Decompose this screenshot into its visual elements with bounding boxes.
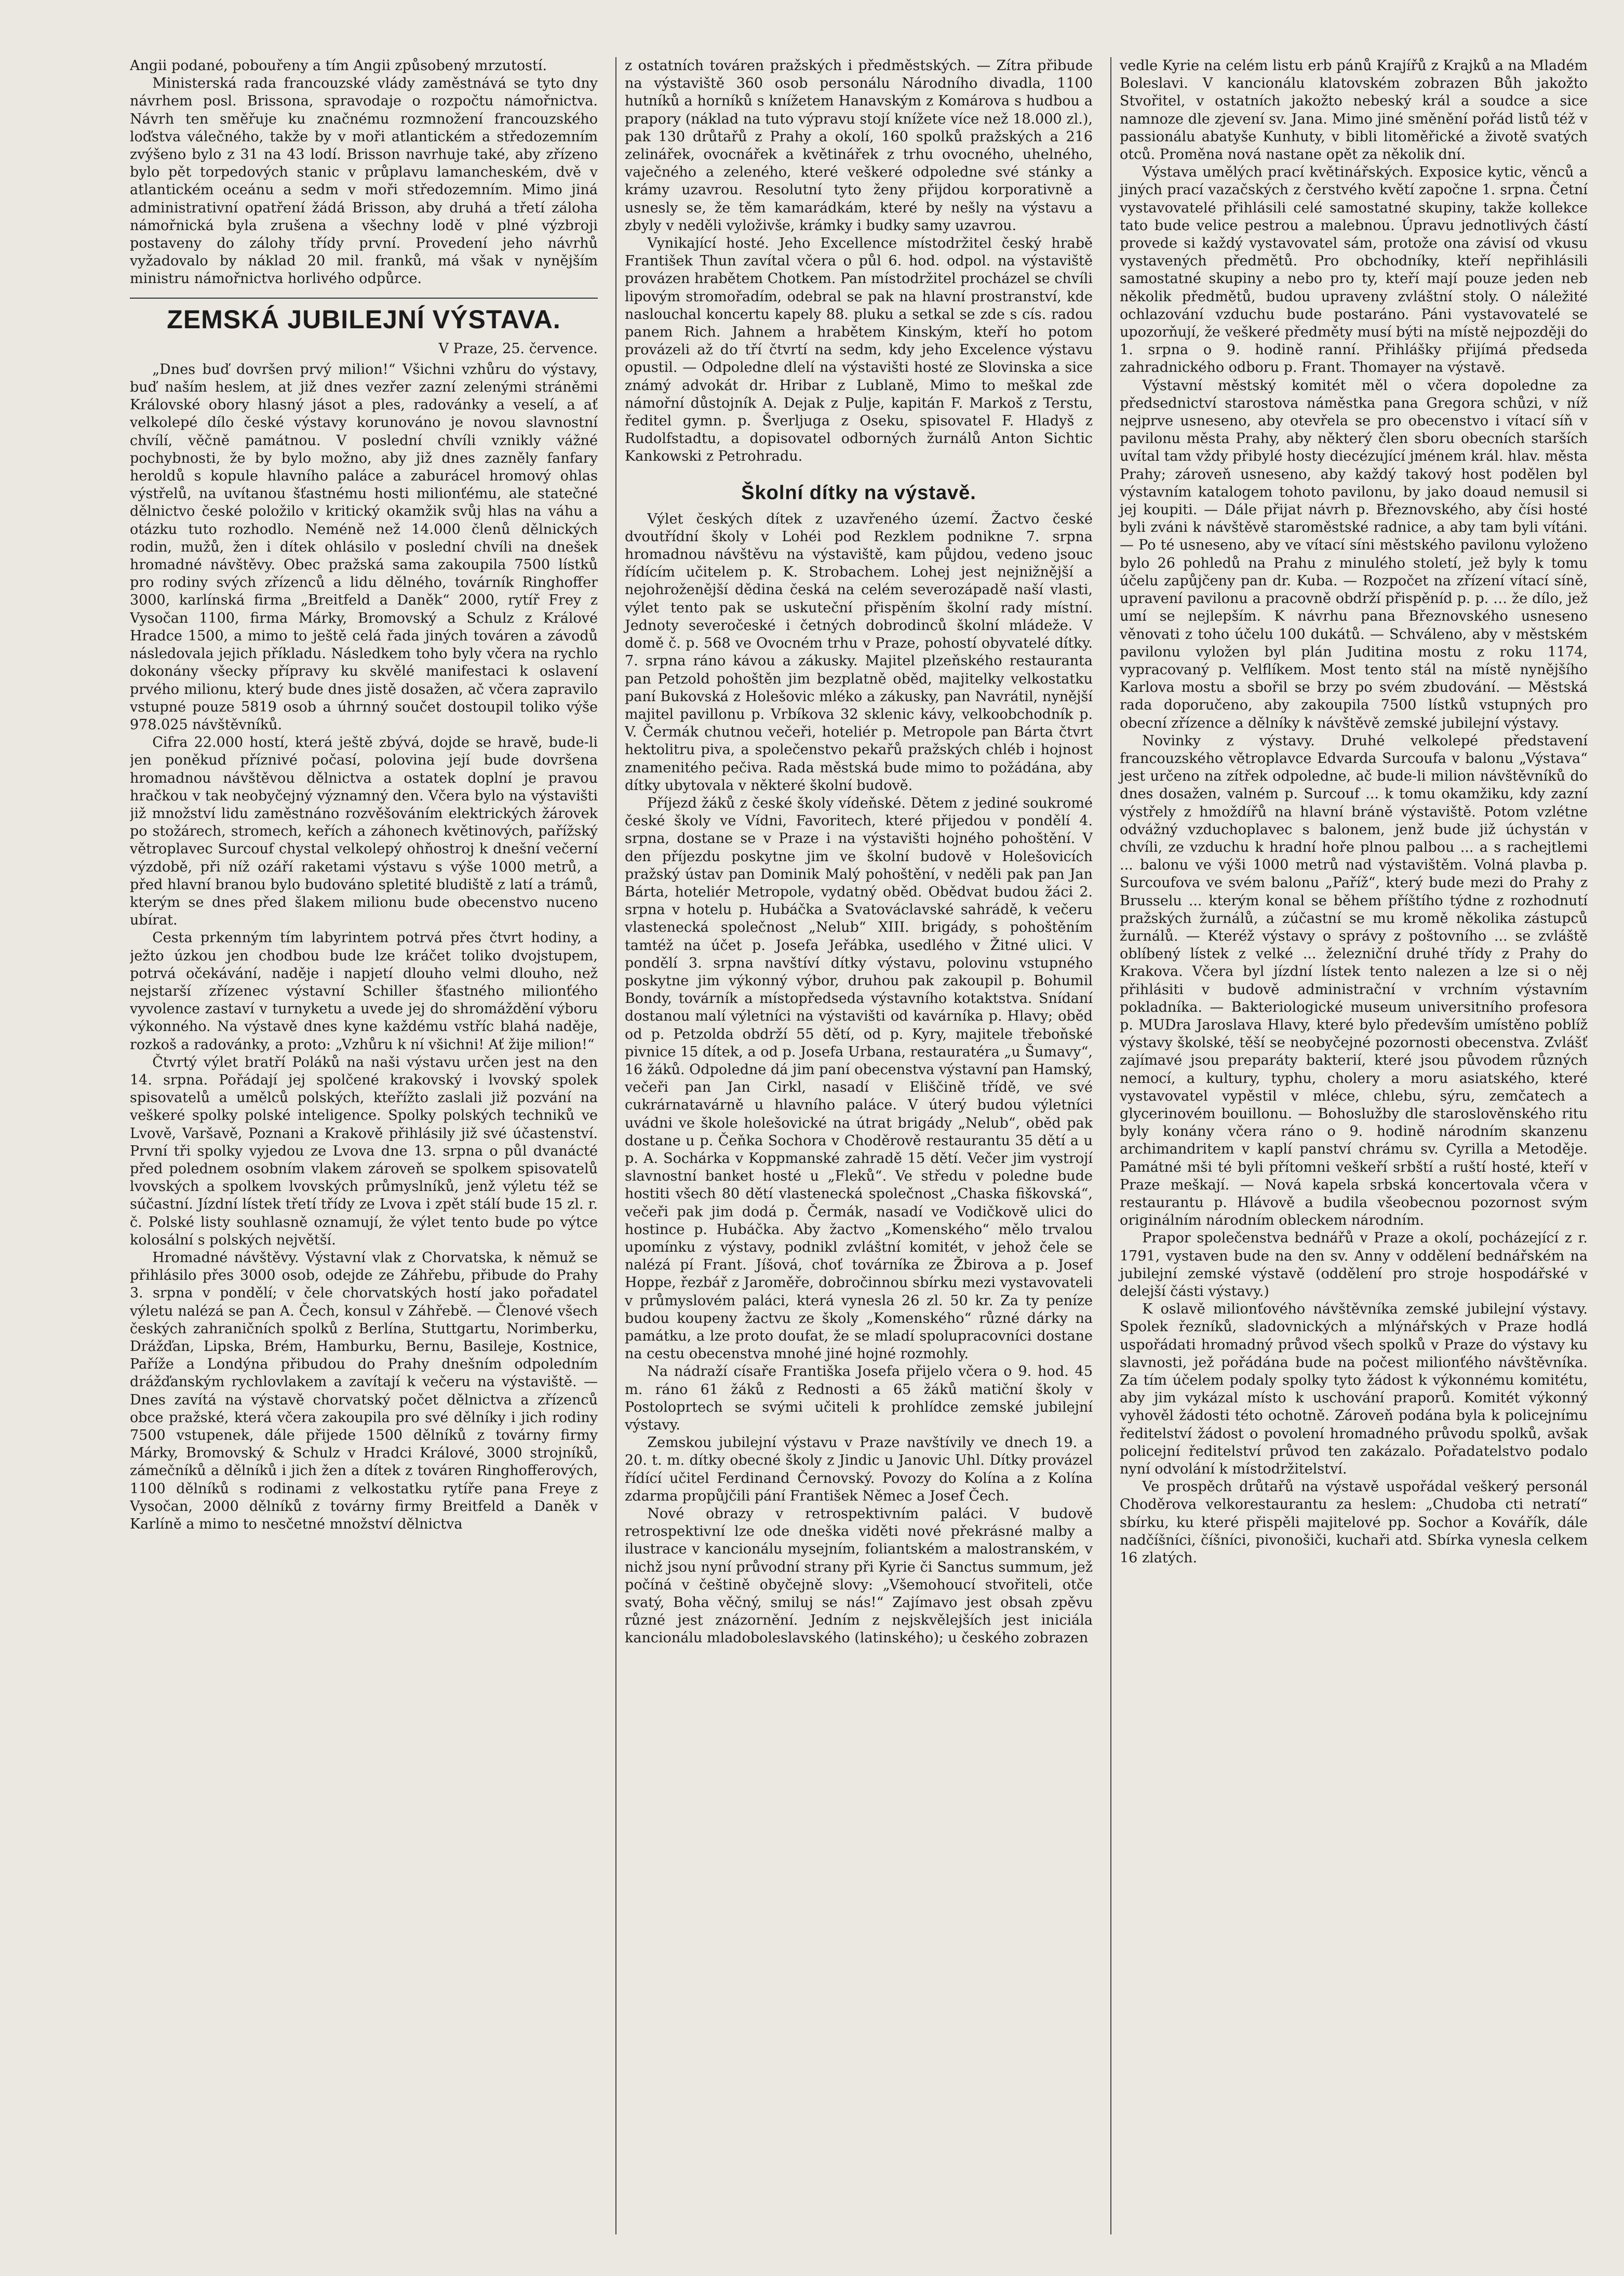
paragraph: K oslavě milionťového návštěvníka zemské jubilejní výstavy. Spolek řezníků, sladovnických a mlýnářských v Praze hodlá uspořádati hromadný průvod všech spolků v Praze do výstavy ku slavnosti, jež pořádána bude na počest milionťého návštěvníka. Za tím účelem podaly spolky tyto žádost k výkonnému komitétu, aby jim vykázal místo k uschování praporů. Komitét výkonný vyhověl žádosti této ochotně. Zároveň podána byla k policejnímu ředitelství žádost o povolení hromadného průvodu spolků, avšak policejní ředitelství průvod ten zakázalo. Pořadatelstvo podalo nyní odvolání k místodržitelství. xyxy=(1120,1301,1588,1478)
text-columns xyxy=(130,57,1588,2234)
section-paragraph: Hromadné návštěvy. Výstavní vlak z Chorvatska, k němuž se přihlásilo přes 3000 osob, odejde ze Záhřebu, přibude do Prahy 3. srpna v pondělí; v čele chorvatských hostí jako pořadatel výletu nalézá se pan A. Čech, konsul v Záhřebě. — Členové všech českých zahraničních spolků z Berlína, Stuttgartu, Norimberku, Drážďan, Lipska, Brém, Hamburku, Bernu, Basileje, Kostnice, Paříže a Londýna přibudou do Prahy dnešním odpoledním drážďanským rychlovlakem a zavítají k večeru na výstaviště. — Dnes zavítá na výstavě chorvatský počet dělnictva a zřízenců obce pražské, která včera zakoupila pro své dělníky i jich rodiny 7500 vstupenek, dále přijede 1500 dělníků z továrny firmy Márky, Bromovský & Schulz v Hradci Králové, 3000 strojníků, zámečníků a dělníků i jich žen a dítek z továren Ringhofferových, 1100 dělníků s rodinami z velkostatku rytíře pana Freye z Vysočan, 2000 dělníků z továrny firmy Breitfeld a Daněk v Karlíně a mimo to nesčetné množství dělnictva xyxy=(130,1250,598,1533)
paragraph: z ostatních továren pražských i předměstských. — Zítra přibude na výstaviště 360 osob personálu Národního divadla, 1100 hutníků a horníků s knížetem Hanavským z Komárova s hudbou a prapory (náklad na tuto výpravu stojí knížete více než 18.000 zl.), pak 130 drůtařů z Prahy a okolí, 160 spolků pražských a 216 zelinářek, ovocnářek a květinářek z trhu ovocného, uhelného, vaječného a zeleného, které veškeré odpoledne své stánky a krámy uzavrou. Resolutní tyto ženy přijdou korporativně a usnesly se, že těm kamarádkám, které by nešly na výstavu a zbyly v neděli vyloživše, krámky i budky samy uzavrou. xyxy=(625,58,1093,234)
section-title: ZEMSKÁ JUBILEJNÍ VÝSTAVA. xyxy=(130,298,598,335)
section-paragraph: Zemskou jubilejní výstavu v Praze navštívily ve dnech 19. a 20. t. m. dítky obecné školy z Jindic u Janovic Uhl. Dítky provázel řídící učitel Ferdinand Černovský. Povozy do Kolína a z Kolína zdarma propůjčili pání František Němec a Josef Čech. xyxy=(625,1435,1093,1504)
paragraph: Vynikající hosté. Jeho Excellence místodržitel český hrabě František Thun zavítal včera o půl 6. hod. odpol. na výstaviště provázen hrabětem Chotkem. Pan místodržitel procházel se chvíli lipovým stromořadím, odebral se pak na hlavní prostranství, kde naslouchal koncertu kapely 88. pluku a setkal se zde s cís. radou panem Rich. Jahnem a hrabětem Kinským, kteří ho potom provázeli až do tří čtvrtí na sedm, kdy jeho Excelence výstavu opustil. — Odpoledne dlelí na výstavišti hosté ze Slovinska a sice známý advokát dr. Hribar z Lublaně, Mimo to meškal zde námořní důstojník A. Dejak z Pulje, kapitán F. Markoš z Terstu, ředitel gymn. p. Šverljuga z Oseku, spisovatel F. Hladyš z Rudolfstadtu, a dopisovatel odborných žurnálů Anton Sichtic Kankowski z Petrohradu. xyxy=(625,235,1093,465)
section-paragraph: „Dnes buď dovršen prvý milion!“ Všichni vzhůru do výstavy, buď naším heslem, at již dnes vezřer zazní zelenými stráněmi Královské obory hlasný jásot a ples, radovánky a veselí, a ať velkolepé dílo české výstavy korunováno je novou slavnostní chvílí, věčně památnou. V poslední chvíli vznikly vážné pochybnosti, že by bylo možno, aby již dnes zazněly fanfary heroldů s kopule hlavního paláce a zaburácel hromový ohlas výstřelů, na uvítanou šťastnému hosti milionťému, ale statečné dělnictvo české položilo v kritický okamžik svůj hlas na váhu a otázku tuto rozhodlo. Neméně než 14.000 členů dělnických rodin, mužů, žen i dítek ohlásilo v poslední chvíli na dnešek hromadné návštěvy. Obec pražská sama zakoupila 7500 lístků pro rodiny svých zřízenců a lidu dělného, továrník Ringhoffer 3000, karlínská firma „Breitfeld a Daněk“ 2000, rytíř Frey z Vysočan 1100, firma Márky, Bromovský a Schulz z Králové Hradce 1500, a mimo to ještě celá řada jiných továren a závodů následovala jejich příkladu. Následkem toho byly včera na rychlo dokonány všecky přípravy ku skvělé manifestaci k oslavení prvého milionu, který bude dnes jistě dosažen, ač včera zapravilo vstupné pouze 5819 osob a úhrnný součet dostoupil toliko výše 978.025 návštěvníků. xyxy=(130,361,598,733)
paragraph: Novinky z výstavy. Druhé velkolepé představení francouzského větroplavce Edvarda Surcoufa v balonu „Výstava“ jest určeno na zítřek odpoledne, ač bude-li milion návštěvníků do dnes dosažen, valném p. Surcouf ... k tomu okamžiku, kdy zazní výstřely z hmoždířů na hlavní bráně výstaviště. Potom vzlétne odvážný vzduchoplavec s balonem, jenž bude již úchystán v chvíli, ze vzduchu k hradní hoře plnou palbou ... a s rachejtlemi ... balonu ve výši 1000 metrů nad výstavištěm. Volná plavba p. Surcoufova ve svém balonu „Paříž“, který bude mezi do Prahy z Brusselu ... kterým konal se během příštího týdne z rozhodnutí pražských žurnálů, a zúčastní se mu kromě několika zástupců žurnálů. — Kteréž výstavy o správy z poštovního ... se zvláště oblíbený lístek z velké ... železniční druhé třídy z Prahy do Krakova. Včera byl jízdní lístek tento nalezen a lze si o něj přihlásiti v budově administrační v vrchním výstavním pokladníka. — Bakteriologické museum universitního profesora p. MUDra Jaroslava Hlavy, které bylo především umístěno poblíž výstavy školské, těší se neobyčejné pozornosti obecenstva. Zvlášť zajímavé jsou preparáty bakterií, které jsou původem různých nemocí, a kultury, typhu, cholery a moru asiatského, které vystavovatel vypěstil v mléce, chlebu, sýru, zemčatech a glycerinovém bouillonu. — Bohoslužby dle staroslověnského ritu byly konány včera ráno o 9. hodině národním skanzenu archimandritem v kaplí panství chrámu sv. Cyrilla a Metoděje. Památné mši té byli přítomni veškeří srbští a ruští hosté, kteří v Praze meškají. — Nová kapela srbská koncertovala včera v restaurantu p. Hlávově a budila všeobecnou pozornost svým originálním národním obleckem národním. xyxy=(1120,732,1588,1229)
column-2 xyxy=(615,57,1093,2234)
section-paragraph: Cifra 22.000 hostí, která ještě zbývá, dojde se hravě, bude-li jen poněkud příznivé počasí, polovina její bude dovršena hromadnou návštěvou dělnictva a ostatek doplní je pravou hračkou v tak neobyčejný významný den. Včera bylo na výstavišti již množství lidu zaměstnáno rozvěšováním elektrických žárovek po stožárech, stromech, keřích a záhonech květinových, pařížský větroplavec Surcouf chystal velkolepý ohňostroj k dnešní večerní výzdobě, při níž ozáří raketami výstavu s výše 1000 metrů, a před hlavní branou bylo budováno spletité bludiště z latí a trámů, kterým se dnes před šlakem milionu bude obecenstvo nuceno ubírat. xyxy=(130,734,598,929)
column-1 xyxy=(130,57,598,2234)
paragraph: Angii podané, pobouřeny a tím Angii způsobený mrzutostí. xyxy=(130,58,547,74)
column-3 xyxy=(1110,57,1588,2234)
paragraph: Ministerská rada francouzské vlády zaměstnává se tyto dny návrhem posl. Brissona, spravodaje o rozpočtu námořnictva. Návrh ten směřuje ku značnému rozmnožení francouzského loďstva válečného, takže by v moři atlantickém a středozemním zvýšeno bylo z 31 na 43 lodí. Brisson navrhuje také, aby zřízeno bylo pět torpedových stanic v průplavu lamancheském, dvě v atlantickém oceánu a sedm v moři středozemním. Mimo jiná administrativní opatření žádá Brisson, aby druhá a třetí záloha námořnická byla zrušena a všechny lodě v plné výzbroji postaveny do zálohy třídy první. Provedení jeho návrhů vyžadovalo by náklad 20 mil. franků, má však v nynějším ministru námořnictva horlivého odpůrce. xyxy=(130,75,598,287)
section-paragraph: Příjezd žáků z české školy vídeňské. Dětem z jediné soukromé české školy ve Vídni, Favoritech, které přijedou v pondělí 4. srpna, dostane se v Praze i na výstavišti hojného pohoštění. V den příjezdu poskytne jim ve školní budově v Holešovicích pražský ústav pan Dominik Malý pohoštění, v neděli pak pan Jan Bárta, hoteliér Metropole, vydatný oběd. Obědvat budou žáci 2. srpna v hotelu p. Hubáčka a Svatováclavské sahrádě, k večeru vlastenecká společnost „Nelub“ XIII. brigády, s pohoštěním tamtéž na účet p. Josefa Jeřábka, usedlého v Žitné ulici. V pondělí 3. srpna navštíví dítky výstavu, polovinu vstupného poskytne jim výkonný výbor, druhou pak zakoupil p. Bohumil Bondy, továrník a místopředseda výstavního kotaktstva. Snídaní dostanou malí výletníci na výstavišti od kavárníka p. Hlavy; oběd od p. Petzolda obdrží 55 dětí, od p. Kyry, majitele třeboňské pivnice 15 dítek, a od p. Josefa Urbana, restauratéra „u Šumavy“, 16 žáků. Odpoledne dá jim paní obecenstva výstavní pan Hamský, večeři pan Jan Cirkl, nasadí v Eliščině třídě, ve své cukrárnatavárně u hlavního paláce. V úterý budou výletníci uvádni ve škole holešovické na útrat brigády „Nelub“, oběd pak dostane u p. Čeňka Sochora v Choděrově restaurantu 35 dětí a u p. A. Sochárka v Koppmanské zahradě 15 dětí. Večer jim vystrojí slavnostní banket hosté u „Fleků“. Ve středu v poledne bude hostiti všech 80 dětí vlastenecká společnost „Chaska fiškovská“, večeři pak jim dodá p. Čermák, nasadí ve Vodičkově ulici do hostince p. Hubáčka. Aby žactvo „Komenského“ mělo trvalou upomínku z výstavy, podnikl zvláštní komitét, v jehož čele se nalézá pí Frant. Jíšová, choť továrníka ze Žbirova a p. Josef Hoppe, řezbář z Jaroměře, dobročinnou sbírku mezi vystavovateli v průmyslovém paláci, která vynesla 26 zl. 50 kr. Za ty peníze budou koupeny žactvu ze školy „Komenského“ různé dárky na památku, a lze proto doufat, že se mladí spolupracovníci dostane na cestu obecenstva mnohé jiné hojné rozmohly. xyxy=(625,795,1093,1362)
section-paragraph: Čtvrtý výlet bratří Poláků na naši výstavu určen jest na den 14. srpna. Pořádají jej spolčené krakovský i lvovský spolek spisovatelů a umělců polských, kteřížto zaslali již pozvání na veškeré spolky polské inteligence. Spolky polských techniků ve Lvově, Varšavě, Poznani a Krakově přihlásily již své účastenství. První tři spolky vyjedou ze Lvova dne 13. srpna o půl dvanácté před polednem osobním vlakem zároveň se spolkem spisovatelů lvovských a spolkem lvovských průmyslníků, jenž výletu též se súčastní. Jízdní lístek třetí třídy ze Lvova i zpět stálí bude 15 zl. r. č. Polské listy souhlasně oznamují, že výlet tento bude po výtce kolosální s polských největší. xyxy=(130,1054,598,1248)
dateline: V Praze, 25. července. xyxy=(438,340,598,357)
section-title: Školní dítky na výstavě. xyxy=(741,481,976,504)
section-paragraph: Nové obrazy v retrospektivním paláci. V budově retrospektivní lze ode dneška viděti nové překrásné malby a ilustrace v kancionálu mysejním, foliantském a malostranském, v nichž jsou nyní průvodní strany při Kyrie či Sanctus summum, jež počíná v češtině obyčejně slovy: „Všemohoucí stvořiteli, otče svatý, Boha věčný, smiluj se nás!“ Zajímavo jest obsah zpěvu různé jest znázornění. Jedním z nejskvělejších jest iniciála kancionálu mladoboleslavského (latinského); u českého zobrazen xyxy=(625,1506,1093,1646)
paragraph: Výstava umělých prací květinářských. Exposice kytic, věnců a jiných prací vazačských z čerstvého květí započne 1. srpna. Četní vystavovatelé přihlásili celé samostatné skupiny, takže kollekce tato bude velice pestrou a malebnou. Úpravu jednotlivých částí provede si každý vystavovatel sám, protože ona závisí od vkusu vystavených předmětů. Pro obchodníky, kteří nepřihlásili samostatné skupiny a nebo pro ty, kteří mají pouze jeden neb několik předmětů, budou upraveny zvláštní stoly. O náležité ochlazování vzduchu bude postaráno. Páni vystavovatelé se upozorňují, že veškeré předměty musí býti na místě nejpozději do 1. srpna o 9. hodině ranní. Přihlášky přijímá předseda zahradnického odboru p. Frant. Thomayer na výstavě. xyxy=(1120,164,1588,376)
paragraph: Prapor společenstva bednářů v Praze a okolí, pocházející z r. 1791, vystaven bude na den sv. Anny v oddělení bednářském na jubilejní zemské výstavě (oddělení pro stroje hospodářské v delejší části výstavy.) xyxy=(1120,1230,1588,1300)
paragraph: Ve prospěch drůtařů na výstavě uspořádal veškerý personál Choděrova velkorestaurantu za heslem: „Chudoba cti netratí“ sbírku, ku které přispěli majitelové pp. Sochor a Kovářík, dále nadčíšníci, číšníci, pivonošiči, kuchaři atd. Sbírka vynesla celkem 16 zlatých. xyxy=(1120,1479,1588,1567)
section-paragraph: Výlet českých dítek z uzavřeného území. Žactvo české dvoutřídní školy v Lohéi pod Rezklem podnikne 7. srpna hromadnou návštěvu na výstaviště, kam půjdou, vedeno jsouc řídícím učitelem p. K. Strobachem. Lohej jest nejnižnější a nejohroženější dědina česká na celém severozápadě naší vlasti, výlet tento pak se uskuteční přispěním školní rady místní. Jednoty severočeské i četných dobrodinců školní mládeže. V domě č. p. 568 ve Ovocném trhu v Praze, pohostí obyvatelé dítky. 7. srpna ráno kávou a zákusky. Majitel plzeňského restauranta pan Petzold pohoštěn jim bezplatně oběd, majitelky velkostatku paní Bukovská z Holešovic mléko a zákusky, pan Navrátil, nynější majitel pavillonu p. Vrbíkova 32 sklenic kávy, velkoobchodník p. V. Čermák chutnou večeři, hoteliér p. Metropole pan Bárta čtvrt hektolitru piva, a společenstvo pekařů pražských chléb i hojnost znamenitého pečiva. Rada městská bude mimo to požádána, aby dítky ubytovala v některé školní budově. xyxy=(625,511,1093,794)
paragraph: Výstavní městský komitét měl o včera dopoledne za předsednictví starostova náměstka pana Gregora schůzi, v níž nejprve usneseno, aby otevřela se pro obecenstvo i vítací síň v pavilonu města Prahy, aby některý člen sboru obecních starších uvítal tam vždy přibylé hosty diecézující jménem král. hlav. města Prahy; zároveň usneseno, aby každý takový host podělen byl výstavním katalogem tohoto pavilonu, by jako doaud nemusil si jej koupiti. — Dále přijat návrh p. Březnovského, aby čísi hosté byli zváni k návštěvě staroměstské radnice, a aby tam byli vítáni. — Po té usneseno, aby ve vítací síni městského pavilonu vyloženo bylo 26 pohledů na Prahu z minulého století, jež byly k tomu účelu zapůjčeny pan dr. Kuba. — Rozpočet na zřízení vítací síně, upravení pavilonu a pracovně obdrží přispěníd p. p. … že dílo, jež umí se nejlepším. K návrhu pana Březnovského usneseno věnovati z toho účelu 100 dukátů. — Schváleno, aby v městském pavilonu vyložen byl plán Juditina mostu z roku 1174, vypracovaný p. Velflíkem. Most tento stál na místě nynějšího Karlova mostu a sbořil se brzy po svém zbudování. — Městská rada doporučeno, aby zakoupila 7500 lístků vstupných pro obecní zřízence a dělníky k návštěvě zemské jubilejní výstavy. xyxy=(1120,377,1588,731)
paragraph: vedle Kyrie na celém listu erb pánů Krajířů z Krajků a na Mladém Boleslavi. V kancionálu klatovském zobrazen Bůh jakožto Stvořitel, v ostatních jakožto nebeský král a soudce a sice namnoze dle zjevení sv. Jana. Mimo jiné směnění pořád listů též v passionálu abatyše Kunhuty, v bibli litoměřické a životě svatých otců. Proměna nová nastane opět za několik dní. xyxy=(1120,58,1588,163)
section-paragraph: Cesta prkenným tím labyrintem potrvá přes čtvrt hodiny, a ježto úzkou jen chodbou bude lze kráčet toliko dvojstupem, potrvá očekávání, naděje i napjetí dlouho velmi dlouho, než nejstarší zřízenec výstavní Schiller šťastného milionťého vyvolence zastaví v turnyketu a uvede jej do shromáždění výboru výkonného. Na výstavě dnes kyne každému vstříc blahá naděje, rozkoš a radovánky, a proto: „Vzhůru k ní všichni! Ať žije milion!“ xyxy=(130,930,598,1053)
section-paragraph: Na nádraží císaře Františka Josefa přijelo včera o 9. hod. 45 m. ráno 61 žáků z Rednosti a 65 žáků matiční školy v Postoloprtech se svými učiteli k prohlídce zemské jubilejní výstavy. xyxy=(625,1363,1093,1434)
